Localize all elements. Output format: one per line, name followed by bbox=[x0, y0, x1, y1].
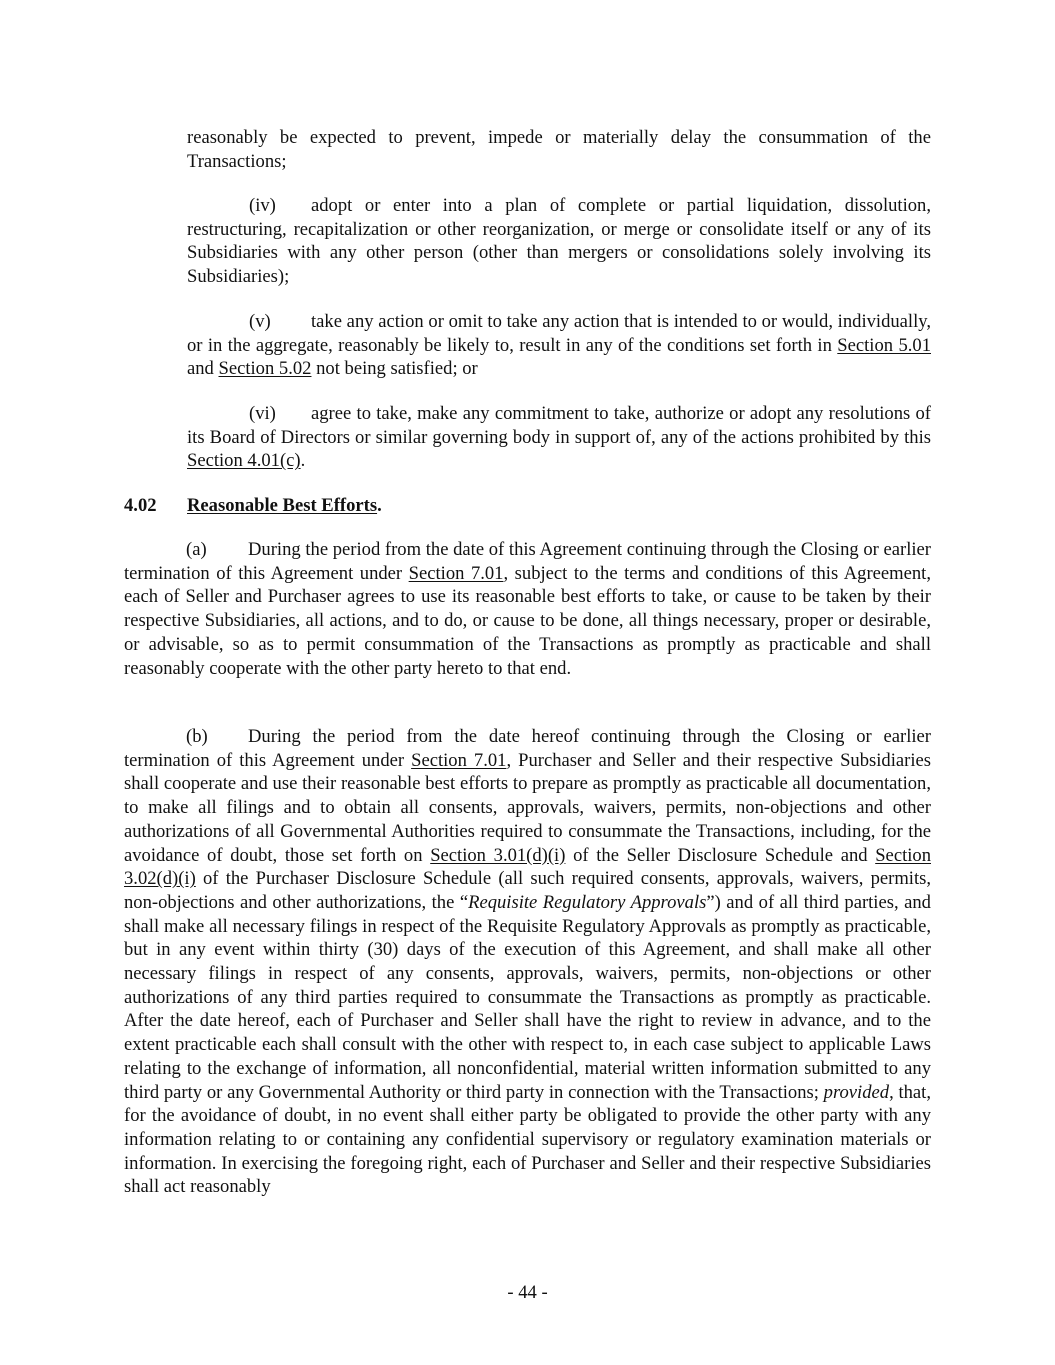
provided-term: provided bbox=[823, 1081, 890, 1103]
clause-text: take any action or omit to take any action that is intended to or would, individually, or in the aggregate, reasonably be likely to, result in any of the conditions set forth in bbox=[187, 311, 931, 356]
section-number: 4.02 bbox=[124, 495, 157, 516]
section-reference-link: Section 7.01 bbox=[411, 749, 507, 771]
paragraph-text: ”) and of all third parties, and shall make all necessary filings in respect of the Requisite Regulatory Approvals as promptly as practicable, but in any event within thirty (30) days of the execution of this Agreement, and shall make all other necessary filings in respect of any consents, approvals, waivers, permits, non-objections or other authorizations of any third parties required to consummate the Transactions as promptly as practicable. After the date hereof, each of Purchaser and Seller shall have the right to review in advance, and to the extent practicable each shall consult with the other with respect to, in each case subject to applicable Laws relating to the exchange of information, all nonconfidential, material written information submitted to any third party or any Governmental Authority or third party in connection with the Transactions; bbox=[124, 891, 931, 1103]
clause-text: and bbox=[187, 358, 219, 380]
paragraph-text: , Purchaser and Seller and their respective Subsidiaries shall cooperate and use their reasonable best efforts to prepare as promptly as practicable all documentation, to make all filings and to obtain all consents, approvals, waivers, permits, non-objections and other authorizations of all Governmental Authorities required to consummate the Transactions, including, for the avoidance of doubt, those set forth on bbox=[124, 749, 931, 866]
section-reference-link: Section 4.01(c) bbox=[187, 450, 301, 472]
section-reference-link: Section 3.01(d)(i) bbox=[430, 844, 566, 866]
paragraph-a bbox=[124, 538, 931, 680]
defined-term: Requisite Regulatory Approvals bbox=[468, 891, 707, 913]
continued-paragraph bbox=[187, 126, 931, 173]
clause-label: (vi) bbox=[249, 403, 276, 424]
paragraph-text: During the period from the date hereof continuing through the Closing or earlier termination of this Agreement under bbox=[124, 726, 931, 771]
paragraph-text: reasonably be expected to prevent, impede or materially delay the consummation of the Transactions; bbox=[187, 127, 931, 172]
section-reference-link: Section 5.02 bbox=[218, 358, 312, 380]
section-heading bbox=[124, 494, 382, 518]
paragraph-label: (b) bbox=[186, 726, 208, 747]
paragraph-text: , that, for the avoidance of doubt, in no event shall either party be obligated to provide the other party with any information relating to or containing any confidential supervisory or regulatory examination materials or information. In exercising the foregoing right, each of Purchaser and Seller and their respective Subsidiaries shall act reasonably bbox=[124, 1081, 931, 1198]
paragraph-text: of the Seller Disclosure Schedule and bbox=[565, 844, 876, 866]
clause-text: adopt or enter into a plan of complete or partial liquidation, dissolution, restructuring, recapitalization or other reorganization, or merge or consolidate itself or any of its Subsidiaries with any other person (other than mergers or consolidations solely involving its Subsidiaries); bbox=[187, 195, 931, 288]
paragraph-b bbox=[124, 725, 931, 1199]
section-reference-link: Section 7.01 bbox=[408, 562, 504, 584]
clause-v bbox=[187, 310, 931, 381]
paragraph-label: (a) bbox=[186, 539, 207, 560]
section-title: Reasonable Best Efforts bbox=[187, 495, 378, 516]
paragraph-text: of the Purchaser Disclosure Schedule (all such required consents, approvals, waivers, permits, non-objections and other authorizations, the “ bbox=[124, 868, 931, 913]
clause-text: . bbox=[300, 450, 306, 472]
section-title-punct: . bbox=[377, 495, 382, 516]
paragraph-text: , subject to the terms and conditions of this Agreement, each of Seller and Purchaser agrees to use its reasonable best efforts to take, or cause to be taken by their respective Subsidiaries, all actions, and to do, or cause to be done, all things necessary, proper or desirable, or advisable, so as to permit consummation of the Transactions as promptly as practicable and shall reasonably cooperate with the other party hereto to that end. bbox=[124, 562, 931, 679]
clause-iv bbox=[187, 194, 931, 289]
section-reference-link: Section 3.02(d)(i) bbox=[124, 844, 931, 890]
clause-label: (iv) bbox=[249, 195, 276, 216]
clause-text: not being satisfied; or bbox=[311, 358, 478, 380]
paragraph-text: During the period from the date of this Agreement continuing through the Closing or earlier termination of this Agreement under bbox=[124, 539, 931, 584]
page-number: - 44 - bbox=[507, 1282, 548, 1303]
clause-label: (v) bbox=[249, 311, 271, 332]
clause-text: agree to take, make any commitment to take, authorize or adopt any resolutions of its Board of Directors or similar governing body in support of, any of the actions prohibited by this bbox=[187, 403, 931, 448]
section-reference-link: Section 5.01 bbox=[837, 334, 931, 356]
clause-vi bbox=[187, 402, 931, 473]
